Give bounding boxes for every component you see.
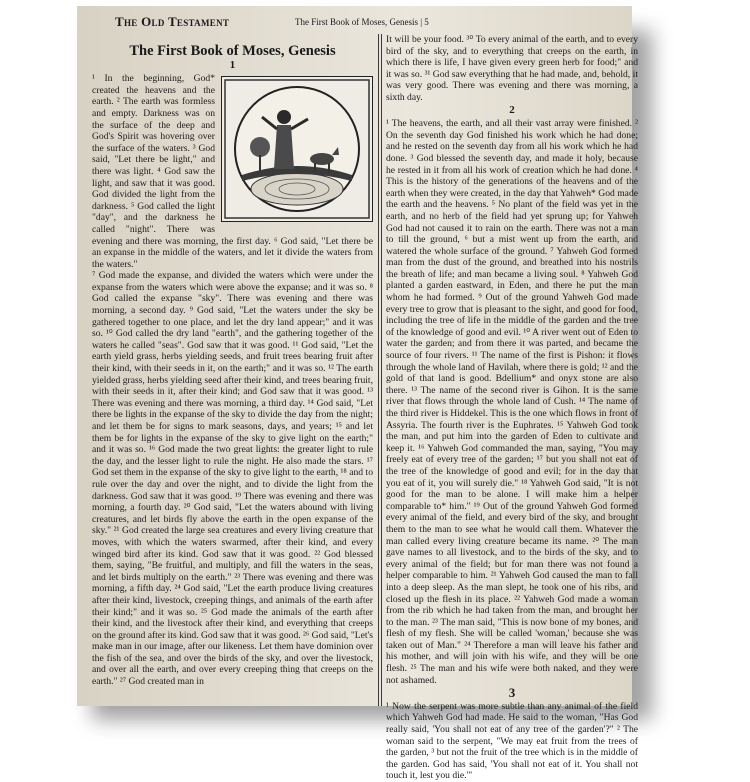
left-column (92, 34, 373, 688)
section-heading: The Old Testament (115, 14, 230, 29)
genesis-1-verses-29-31: It will be your food. ³⁰ To every animal of the earth, and to every bird of the sky, and to everything that creeps on the earth, in which there is life, I have given every green herb for food;" and it was so. ³¹ God saw everything that he had made, and, behold, it was very good. There was evening and there was morning, a sixth day. (386, 34, 638, 103)
genesis-1-verses-1-6: ¹ In the beginning, God* created the heavens and the earth. ² The earth was formless and empty. Darkness was on the surface of the deep and God's Spirit was hovering over the surface of the waters. ³ God said, "Let there be light," and there was light. ⁴ God saw the light, and saw that it was good. God divided the light from the darkness. ⁵ God called the light "day", and the darkness he called "night". There was evening and there was morning, the first day. ⁶ God said, "Let there be an expanse in the middle of the waters, and let it divide the waters from the waters." (92, 73, 373, 270)
column-rule-inner (381, 34, 382, 706)
genesis-1-verses-7-27: ⁷ God made the expanse, and divided the waters which were under the expanse from the waters which were above the expanse; and it was so. ⁸ God called the expanse "sky". There was evening and there was morning, a second day. ⁹ God said, "Let the waters under the sky be gathered together to one place, and let the dry land appear;" and it was so. ¹⁰ God called the dry land "earth", and the gathering together of the waters he called "seas". God saw that it was good. ¹¹ God said, "Let the earth yield grass, herbs yielding seeds, and fruit trees bearing fruit after their kind, with their seeds in it, on the earth;" and it was so. ¹² The earth yielded grass, herbs yielding seed after their kind, and trees bearing fruit, with their seeds in it, after their kind; and God saw that it was good. ¹³ There was evening and there was morning, a third day. ¹⁴ God said, "Let there be lights in the expanse of the sky to divide the day from the night; and let them be for signs to mark seasons, days, and years; ¹⁵ and let them be for lights in the expanse of the sky to give light on the earth;" and it was so. ¹⁶ God made the two great lights: the greater light to rule the day, and the lesser light to rule the night. He also made the stars. ¹⁷ God set them in the expanse of the sky to give light to the earth, ¹⁸ and to rule over the day and over the night, and to divide the light from the darkness. God saw that it was good. ¹⁹ There was evening and there was morning, a fourth day. ²⁰ God said, "Let the waters abound with living creatures, and let birds fly above the earth in the open expanse of the sky." ²¹ God created the large sea creatures and every living creature that moves, with which the waters swarmed, after their kind, and every winged bird after its kind. God saw that it was good. ²² God blessed them, saying, "Be fruitful, and multiply, and fill the waters in the seas, and let birds multiply on the earth." ²³ There was evening and there was morning, a fifth day. ²⁴ God said, "Let the earth produce living creatures after their kind, livestock, creeping things, and animals of the earth after their kind;" and it was so. ²⁵ God made the animals of the earth after their kind, and the livestock after their kind, and everything that creeps on the ground after its kind. God saw that it was good. ²⁶ God said, "Let's make man in our image, after our likeness. Let them have dominion over the fish of the sea, and over the birds of the sky, and over the livestock, and over all the earth, and over every creeping thing that creeps on the earth." ²⁷ God created man in (92, 270, 373, 688)
running-header: The First Book of Moses, Genesis | 5 (295, 17, 429, 27)
genesis-3-verses: ¹ Now the serpent was more subtle than any animal of the field which Yahweh God had made. He said to the woman, "Has God really said, 'You shall not eat of any tree of the garden'?" ² The woman said to the serpent, "We may eat fruit from the trees of the garden, ³ but not the fruit of the tree which is in the middle of the garden. God has said, 'You shall not eat of it. You shall not touch it, lest you die.'" (386, 700, 638, 782)
creation-illustration (221, 76, 373, 222)
book-page (77, 6, 638, 782)
column-rule (378, 34, 379, 706)
genesis-2-verses: ¹ The heavens, the earth, and all their vast array were finished. ² On the seventh day God finished his work which he had done; and he rested on the seventh day from all his work which he had done. ³ God blessed the seventh day, and made it holy, because he rested in it from all his work of creation which he had done. ⁴ This is the history of the generations of the heavens and of the earth when they were created, in the day that Yahweh* God made the earth and the heavens. ⁵ No plant of the field was yet in the earth, and no herb of the field had yet sprung up; for Yahweh God had not caused it to rain on the earth. There was not a man to till the ground, ⁶ but a mist went up from the earth, and watered the whole surface of the ground. ⁷ Yahweh God formed man from the dust of the ground, and breathed into his nostrils the breath of life; and man became a living soul. ⁸ Yahweh God planted a garden eastward, in Eden, and there he put the man whom he had formed. ⁹ Out of the ground Yahweh God made every tree to grow that is pleasant to the sight, and good for food, including the tree of life in the middle of the garden and the tree of the knowledge of good and evil. ¹⁰ A river went out of Eden to water the garden; and from there it was parted, and became the source of four rivers. ¹¹ The name of the first is Pishon: it flows through the whole land of Havilah, where there is gold; ¹² and the gold of that land is good. Bdellium* and onyx stone are also there. ¹³ The name of the second river is Gihon. It is the same river that flows through the whole land of Cush. ¹⁴ The name of the third river is Hiddekel. This is the one which flows in front of Assyria. The fourth river is the Euphrates. ¹⁵ Yahweh God took the man, and put him into the garden of Eden to cultivate and keep it. ¹⁶ Yahweh God commanded the man, saying, "You may freely eat of every tree of the garden; ¹⁷ but you shall not eat of the tree of the knowledge of good and evil; for in the day that you eat of it, you will surely die." ¹⁸ Yahweh God said, "It is not good for the man to be alone. I will make him a helper comparable to* him." ¹⁹ Out of the ground Yahweh God formed every animal of the field, and every bird of the sky, and brought them to the man to see what he would call them. Whatever the man called every living creature became its name. ²⁰ The man gave names to all livestock, and to the birds of the sky, and to every animal of the field; but for man there was not found a helper comparable to him. ²¹ Yahweh God caused the man to fall into a deep sleep. As the man slept, he took one of his ribs, and closed up the flesh in its place. ²² Yahweh God made a woman from the rib which he had taken from the man, and brought her to the man. ²³ The man said, "This is now bone of my bones, and flesh of my flesh. She will be called 'woman,' because she was taken out of Man." ²⁴ Therefore a man will leave his father and his mother, and will join with his wife, and they will be one flesh. ²⁵ The man and his wife were both naked, and they were not ashamed. (386, 118, 638, 686)
chapter-number: 1 (229, 58, 236, 71)
right-column (386, 34, 638, 782)
chapter-2-number: 2 (509, 103, 515, 116)
book-title: The First Book of Moses, Genesis (129, 43, 336, 59)
chapter-3-number: 3 (508, 685, 516, 701)
creation-illustration-art (222, 77, 372, 221)
